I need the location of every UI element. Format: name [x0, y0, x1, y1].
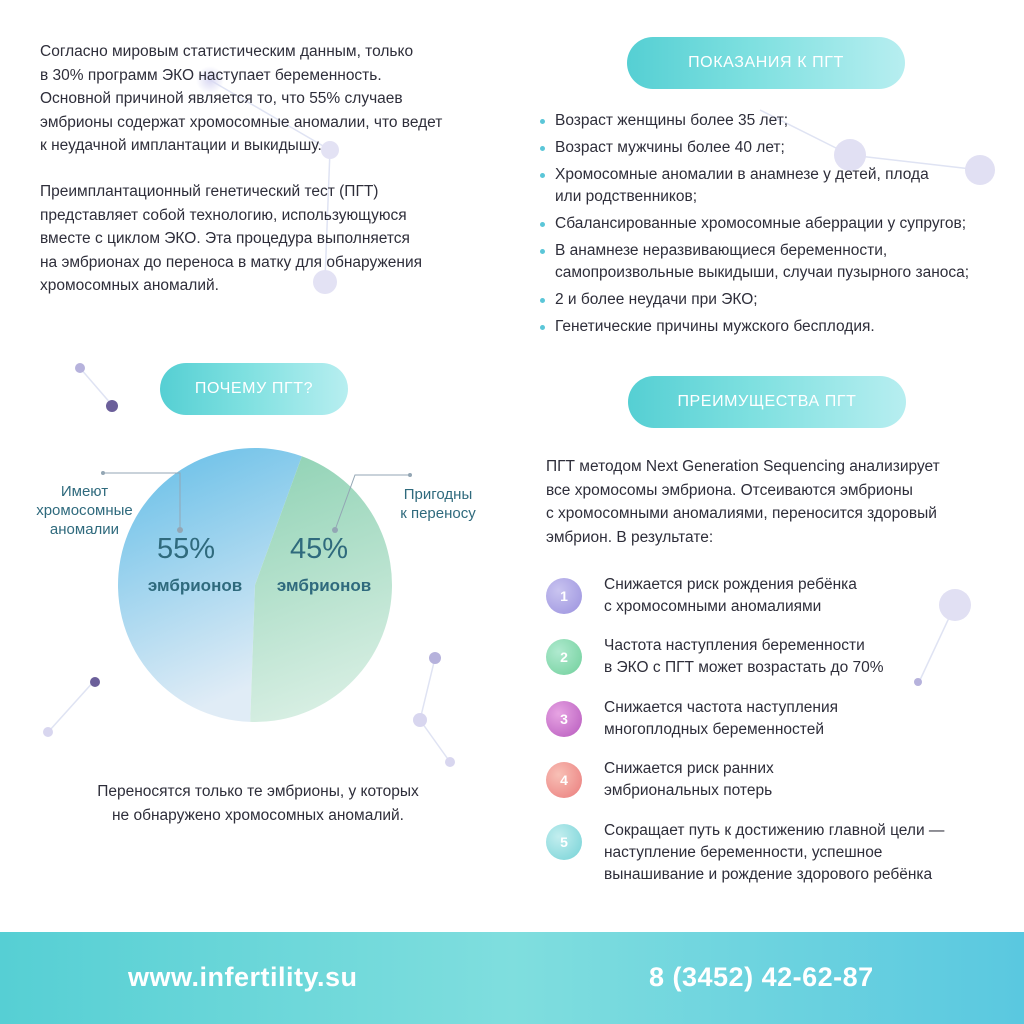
- advantage-number-5: 5: [546, 824, 582, 860]
- pie-sub-anomalies: эмбрионов: [147, 576, 243, 595]
- pie-sub-suitable: эмбрионов: [276, 576, 372, 595]
- pie-label-suitable: Пригодны к переносу: [400, 486, 476, 522]
- advantages-title-pill: [628, 376, 906, 428]
- intro-paragraph-2: Преимплантационный генетический тест (ПГТ) представляет собой технологию, использующуюся вместе с циклом ЭКО. Эта процедура выполняется на эмбрионах до переноса в матку для обнаружения хромосомных аномалий.: [40, 183, 422, 294]
- pie-chart: [0, 0, 520, 760]
- pie-label-anomalies: Имеют хромосомные аномалии: [36, 483, 133, 538]
- list-item: Возраст мужчины более 40 лет;: [540, 137, 1010, 159]
- list-item: Сбалансированные хромосомные аберрации у супругов;: [540, 213, 1010, 235]
- why-title: ПОЧЕМУ ПГТ?: [194, 380, 314, 397]
- list-item: 2 и более неудачи при ЭКО;: [540, 289, 1010, 311]
- list-item: Возраст женщины более 35 лет;: [540, 110, 1010, 132]
- list-item: Генетические причины мужского бесплодия.: [540, 316, 1010, 338]
- phone-number[interactable]: 8 (3452) 42-62-87: [649, 962, 874, 992]
- pie-value-suitable: 45%: [289, 533, 349, 565]
- advantage-number-2: 2: [546, 639, 582, 675]
- advantage-number-4: 4: [546, 762, 582, 798]
- website-link[interactable]: www.infertility.su: [128, 962, 358, 992]
- advantage-text-5: Сокращает путь к достижению главной цели — наступление беременности, успешное вынашивание и рождение здорового ребёнка: [604, 822, 945, 883]
- why-caption: Переносятся только те эмбрионы, у которых не обнаружено хромосомных аномалий.: [97, 783, 419, 824]
- advantage-number-1: 1: [546, 578, 582, 614]
- list-item: В анамнезе неразвивающиеся беременности, самопроизвольные выкидыши, случаи пузырного заноса;: [540, 240, 1005, 284]
- advantages-intro: ПГТ методом Next Generation Sequencing анализирует все хромосомы эмбриона. Отсеиваются эмбрионы с хромосомными аномалиями, переносится здоровый эмбрион. В результате:: [546, 458, 940, 546]
- advantage-text-2: Частота наступления беременности в ЭКО с ПГТ может возрастать до 70%: [604, 637, 884, 676]
- footer-bar: [0, 932, 1024, 1024]
- list-item: Хромосомные аномалии в анамнезе у детей, плода или родственников;: [540, 164, 935, 208]
- pie-value-anomalies: 55%: [156, 533, 216, 565]
- intro-paragraph-1: Согласно мировым статистическим данным, только в 30% программ ЭКО наступает беременность. Основной причиной является то, что 55% случаев эмбрионы содержат хромосомные аномалии, что ведет к неудачной имплантации и выкидышу.: [40, 43, 443, 154]
- advantage-text-3: Снижается частота наступления многоплодных беременностей: [604, 699, 839, 738]
- advantage-item-3: [546, 699, 986, 743]
- advantage-text-1: Снижается риск рождения ребёнка с хромосомными аномалиями: [604, 576, 857, 615]
- advantage-item-2: [546, 637, 986, 681]
- advantage-item-1: [546, 576, 986, 620]
- advantage-item-4: [546, 760, 986, 804]
- indications-title: ПОКАЗАНИЯ К ПГТ: [688, 54, 844, 71]
- advantage-text-4: Снижается риск ранних эмбриональных потерь: [604, 760, 774, 799]
- indications-title-pill: [627, 37, 905, 89]
- advantage-number-3: 3: [546, 701, 582, 737]
- advantages-title: ПРЕИМУЩЕСТВА ПГТ: [677, 393, 857, 410]
- advantage-item-5: [546, 822, 986, 883]
- indications-list: [540, 110, 1010, 343]
